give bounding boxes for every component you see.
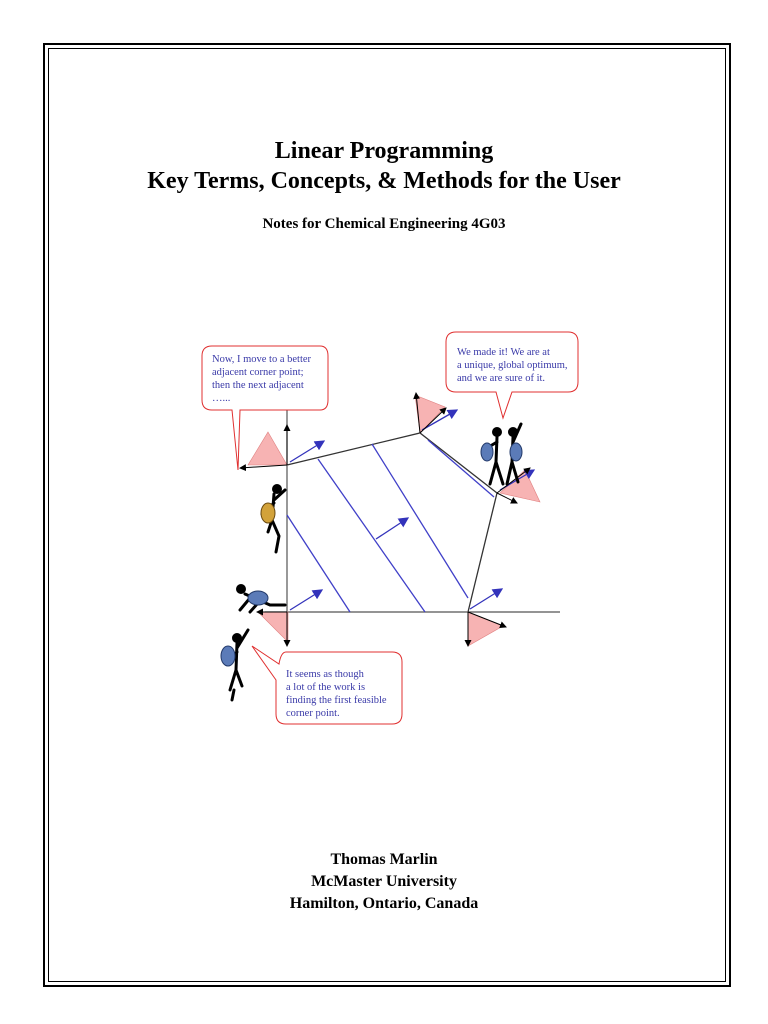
arrow [240, 465, 287, 468]
document-subtitle: Notes for Chemical Engineering 4G03 [262, 216, 506, 232]
climber-figure-bottom [221, 630, 248, 700]
callout-bottom-line1: It seems as though [286, 669, 364, 680]
arrow [376, 518, 408, 539]
arrow [290, 441, 324, 462]
triangle [248, 432, 287, 465]
document-title-line2: Key Terms, Concepts, & Methods for the User [147, 168, 621, 194]
constraint-normals [240, 393, 530, 646]
contour-line [318, 459, 425, 612]
author-location: Hamilton, Ontario, Canada [289, 895, 479, 912]
callout-left-line1: Now, I move to a better [212, 354, 312, 365]
callout-right [446, 332, 578, 418]
climber-figures-summit [481, 424, 522, 484]
callout-bottom-line4: corner point. [286, 708, 340, 719]
axes [265, 405, 560, 640]
callout-left-line2: adjacent corner point; [212, 367, 304, 378]
callout-bottom-line3: finding the first feasible [286, 695, 387, 706]
callout-right-line1: We made it! We are at [457, 347, 550, 358]
callout-bottom [252, 646, 402, 724]
document-title-line1: Linear Programming [274, 138, 494, 164]
author-name: Thomas Marlin [330, 851, 438, 868]
callout-right-line2: a unique, global optimum, [457, 360, 568, 371]
triangle [468, 612, 503, 646]
arrow [470, 589, 502, 609]
triangle [258, 612, 288, 642]
callout-bottom-line2: a lot of the work is [286, 682, 366, 693]
contour-line [287, 515, 350, 612]
climber-figure-resting [236, 584, 285, 612]
contour-line [372, 444, 468, 598]
callout-right-line3: and we are sure of it. [457, 373, 546, 384]
callout-left-line3: then the next adjacent [212, 380, 304, 391]
climber-figure-wall [261, 484, 285, 552]
callout-left-line4: …... [212, 393, 231, 404]
author-institution: McMaster University [311, 873, 457, 890]
arrow [290, 590, 322, 610]
